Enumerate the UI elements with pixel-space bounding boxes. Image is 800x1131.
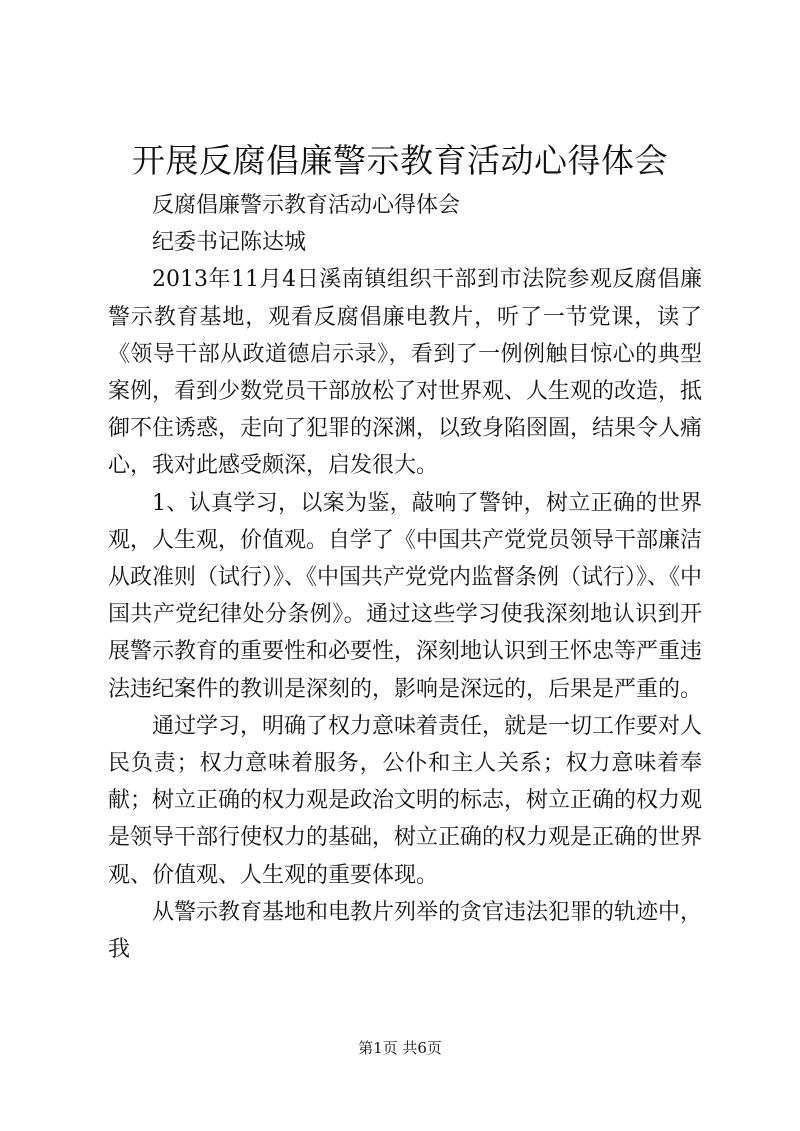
author-paragraph: 纪委书记陈达城 [152,230,307,256]
document-title: 开展反腐倡廉警示教育活动心得体会 [132,141,668,180]
body-paragraph: 通过学习，明确了权力意味着责任，就是一切工作要对人民负责；权力意味着服务，公仆和主人关系；权力意味着奉献；树立正确的权力观是政治文明的标志，树立正确的权力观是领导干部行使权力的基础，树立正确的权力观是正确的世界观、价值观、人生观的重要体现。 [108,713,703,888]
document-body [108,187,702,968]
body-paragraph: 2013年11月4日溪南镇组织干部到市法院参观反腐倡廉警示教育基地，观看反腐倡廉电教片，听了一节党课，读了《领导干部从政道德启示录》，看到了一例例触目惊心的典型案例，看到少数党员干部放松了对世界观、人生观的改造，抵御不住诱惑，走向了犯罪的深渊，以致身陷囹圄，结果令人痛心，我对此感受颇深，启发很大。 [108,267,703,479]
body-paragraph: 1、认真学习，以案为鉴，敲响了警钟，树立正确的世界观，人生观，价值观。自学了《中国共产党党员领导干部廉洁从政准则（试行）》、《中国共产党党内监督条例（试行）》、《中国共产党纪律处分条例》。通过这些学习使我深刻地认识到开展警示教育的重要性和必要性，深刻地认识到王怀忠等严重违法违纪案件的教训是深刻的，影响是深远的，后果是严重的。 [108,490,703,702]
page-footer: 第1页 共6页 [358,1039,442,1057]
subtitle-paragraph: 反腐倡廉警示教育活动心得体会 [152,193,461,218]
body-paragraph: 从警示教育基地和电教片列举的贪官违法犯罪的轨迹中，我 [108,899,703,963]
